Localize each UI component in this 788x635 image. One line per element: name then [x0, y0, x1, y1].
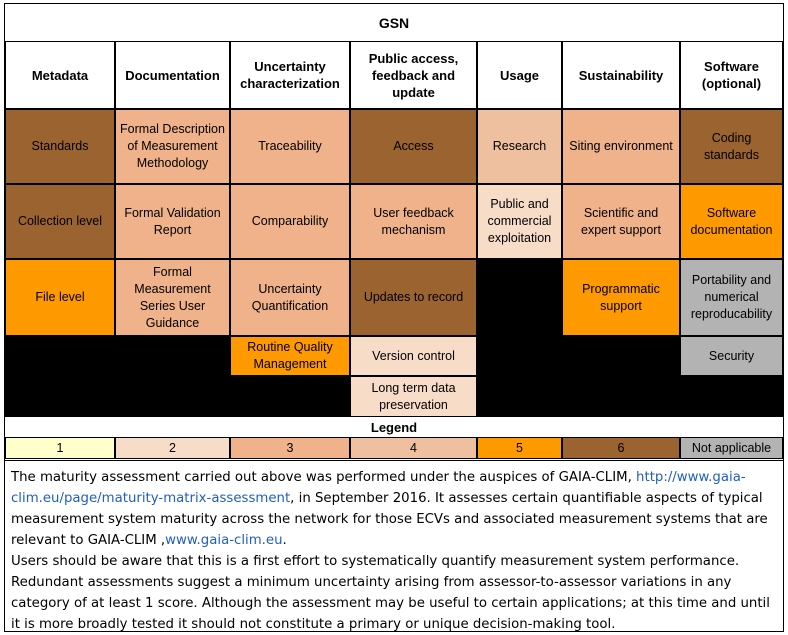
legend-item: 6: [562, 437, 680, 459]
matrix-cell: Public and commercial exploitation: [477, 184, 562, 259]
blank-cell: [115, 336, 230, 376]
blank-cell: [680, 376, 783, 417]
column-header: Sustainability: [562, 41, 680, 109]
blank-cell: [5, 376, 115, 417]
matrix-cell: Traceability: [230, 109, 350, 184]
matrix-cell: Formal Measurement Series User Guidance: [115, 259, 230, 336]
matrix-cell: Research: [477, 109, 562, 184]
column-header: Public access, feedback and update: [350, 41, 477, 109]
matrix-cell: Uncertainty Quantification: [230, 259, 350, 336]
column-header: Uncertainty characterization: [230, 41, 350, 109]
legend-title: Legend: [370, 419, 418, 435]
legend-item: Not applicable: [680, 437, 783, 459]
matrix-cell: Formal Validation Report: [115, 184, 230, 259]
matrix-cell: User feedback mechanism: [350, 184, 477, 259]
note-paragraph-2: Users should be aware that this is a first effort to systematically quantify measurement system performance. Redundant assessments suggest a minimum uncertainty arising from assessor-to-assessor variations in any category of at least 1 score. Although the assessment may be useful to certain applications; at this time and until it is more broadly tested it should not constitute a primary or unique decision-making tool.: [11, 554, 770, 632]
matrix-cell: Standards: [5, 109, 115, 184]
assessment-note: [5, 460, 783, 631]
legend-item: 2: [115, 437, 230, 459]
blank-cell: [477, 336, 562, 376]
column-header: Metadata: [5, 41, 115, 109]
note-text: , in September 2016. It assesses certain quantifiable aspects of typical measurement system maturity across the network for those ECVs and associated measurement systems that are relevant to GAIA-CLIM ,: [11, 491, 768, 548]
blank-cell: [230, 376, 350, 417]
blank-cell: [477, 259, 562, 336]
legend-item: 5: [477, 437, 562, 459]
matrix-title: GSN: [378, 14, 410, 31]
blank-cell: [562, 336, 680, 376]
matrix-cell: File level: [5, 259, 115, 336]
column-header: Documentation: [115, 41, 230, 109]
matrix-cell: Portability and numerical reproducability: [680, 259, 783, 336]
matrix-cell: Formal Description of Measurement Methodology: [115, 109, 230, 184]
legend-item: 3: [230, 437, 350, 459]
matrix-cell: Software documentation: [680, 184, 783, 259]
note-text: .: [282, 533, 287, 548]
matrix-cell: Programmatic support: [562, 259, 680, 336]
blank-cell: [477, 376, 562, 417]
legend-item: 4: [350, 437, 477, 459]
blank-cell: [5, 336, 115, 376]
matrix-cell: Version control: [350, 336, 477, 376]
matrix-cell: Security: [680, 336, 783, 376]
column-header: Usage: [477, 41, 562, 109]
maturity-matrix: [4, 3, 784, 632]
matrix-cell: Siting environment: [562, 109, 680, 184]
matrix-cell: Long term data preservation: [350, 376, 477, 417]
note-paragraph-1: [11, 467, 779, 551]
matrix-cell: Scientific and expert support: [562, 184, 680, 259]
matrix-cell: Access: [350, 109, 477, 184]
gaia-clim-link[interactable]: www.gaia-clim.eu: [165, 533, 283, 548]
matrix-cell: Routine Quality Management: [230, 336, 350, 376]
matrix-cell: Collection level: [5, 184, 115, 259]
blank-cell: [562, 376, 680, 417]
blank-cell: [115, 376, 230, 417]
column-header: Software (optional): [680, 41, 783, 109]
matrix-cell: Updates to record: [350, 259, 477, 336]
maturity-matrix-link[interactable]: http://www.gaia-clim.eu/page/maturity-matrix-assessment: [11, 470, 746, 506]
legend-item: 1: [5, 437, 115, 459]
matrix-cell: Comparability: [230, 184, 350, 259]
matrix-cell: Coding standards: [680, 109, 783, 184]
note-text: The maturity assessment carried out above was performed under the auspices of GAIA-CLIM,: [11, 470, 637, 485]
